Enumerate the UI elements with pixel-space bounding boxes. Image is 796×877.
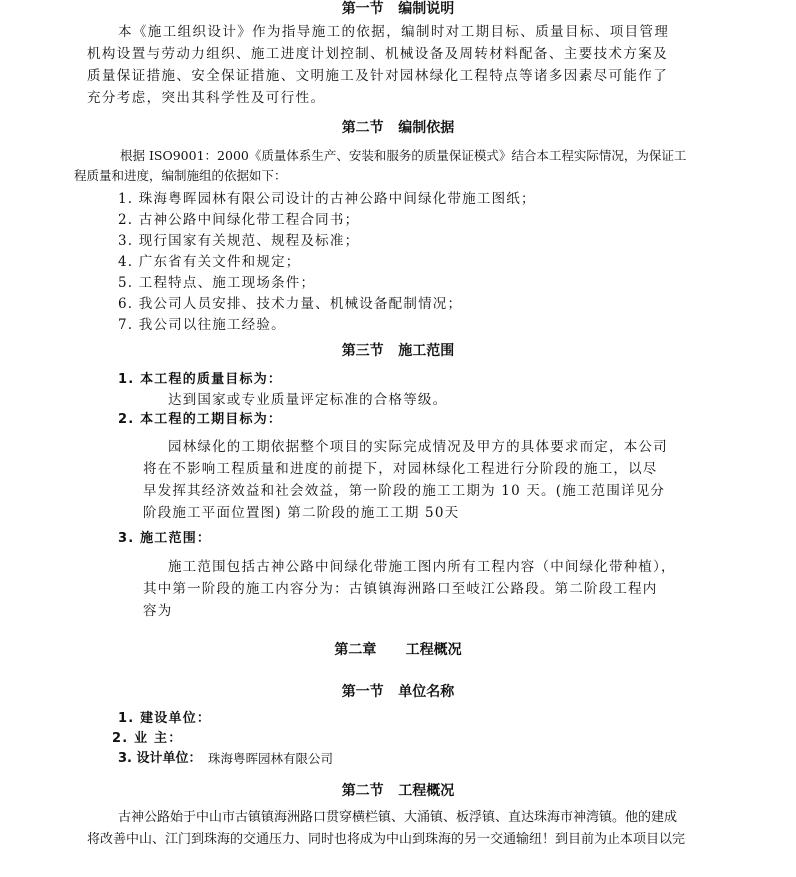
overview-line-1: 古神公路始于中山市古镇镇海洲路口贯穿横栏镇、大涌镇、板浮镇、直达珠海市神湾镇。他的建成 xyxy=(118,810,678,825)
s1-line-4: 充分考虑，突出其科学性及可行性。 xyxy=(87,90,326,106)
owner-label: 2. 业 主： xyxy=(112,731,183,746)
s2-item-5: 5. 工程特点、施工现场条件； xyxy=(118,275,316,291)
chapter-2-section-2-heading: 第二节 工程概况 xyxy=(341,783,455,799)
quality-target-text: 达到国家或专业质量评定标准的合格等级。 xyxy=(168,392,448,408)
scope-title: 3. 施工范围： xyxy=(118,531,212,546)
scope-line-2: 其中第一阶段的施工内容分为：古镇镇海洲路口至岐江公路段。第二阶段工程内 xyxy=(143,581,658,597)
s2-item-7: 7. 我公司以往施工经验。 xyxy=(118,317,286,333)
builder-label: 1. 建设单位： xyxy=(118,711,212,726)
s2-item-2: 2. 古神公路中间绿化带工程合同书； xyxy=(118,212,360,228)
s2-item-1: 1. 珠海粤晖园林有限公司设计的古神公路中间绿化带施工图纸； xyxy=(118,191,536,207)
scope-line-3: 容为 xyxy=(143,603,173,619)
s1-line-1: 本《施工组织设计》作为指导施工的依据，编制时对工期目标、质量目标、项目管理 xyxy=(118,24,670,40)
section-3-heading: 第三节 施工范围 xyxy=(341,343,455,359)
s1-line-2: 机构设置与劳动力组织、施工进度计划控制、机械设备及周转材料配备、主要技术方案及 xyxy=(87,46,669,62)
chapter-2-heading: 第二章 工程概况 xyxy=(334,642,462,658)
overview-line-2: 将改善中山、江门到珠海的交通压力、同时也将成为中山到珠海的另一交通输纽！到目前为止本项目以完 xyxy=(87,832,686,847)
s1-line-3: 质量保证措施、安全保证措施、文明施工及针对园林绿化工程特点等诸多因素尽可能作了 xyxy=(87,68,669,84)
chapter-2-section-1-heading: 第一节 单位名称 xyxy=(341,684,455,700)
s2-intro-line-1: 根据 ISO9001：2000《质量体系生产、安装和服务的质量保证模式》结合本工程实际情况，为保证工 xyxy=(120,148,687,163)
schedule-line-3: 早发挥其经济效益和社会效益，第一阶段的施工工期为 10 天。(施工范围详见分 xyxy=(143,483,666,499)
designer-label: 3. 设计单位： xyxy=(118,751,202,766)
s2-item-4: 4. 广东省有关文件和规定； xyxy=(118,254,301,270)
schedule-target-title: 2. 本工程的工期目标为： xyxy=(118,412,283,427)
scope-line-1: 施工范围包括古神公路中间绿化带施工图内所有工程内容（中间绿化带种植）， xyxy=(168,559,676,575)
s2-item-6: 6. 我公司人员安排、技术力量、机械设备配制情况； xyxy=(118,296,463,312)
schedule-line-1: 园林绿化的工期依据整个项目的实际完成情况及甲方的具体要求而定，本公司 xyxy=(168,439,668,455)
s2-intro-line-2: 程质量和进度，编制施组的依据如下： xyxy=(74,168,287,183)
schedule-line-2: 将在不影响工程质量和进度的前提下，对园林绿化工程进行分阶段的施工，以尽 xyxy=(143,461,658,477)
s2-item-3: 3. 现行国家有关规范、规程及标准； xyxy=(118,233,360,249)
schedule-line-4: 阶段施工平面位置图) 第二阶段的施工工期 50天 xyxy=(143,505,460,521)
section-1-heading: 第一节 编制说明 xyxy=(341,1,455,17)
quality-target-title: 1. 本工程的质量目标为： xyxy=(118,372,283,387)
designer-value: 珠海粤晖园林有限公司 xyxy=(208,751,334,766)
section-2-heading: 第二节 编制依据 xyxy=(341,120,455,136)
